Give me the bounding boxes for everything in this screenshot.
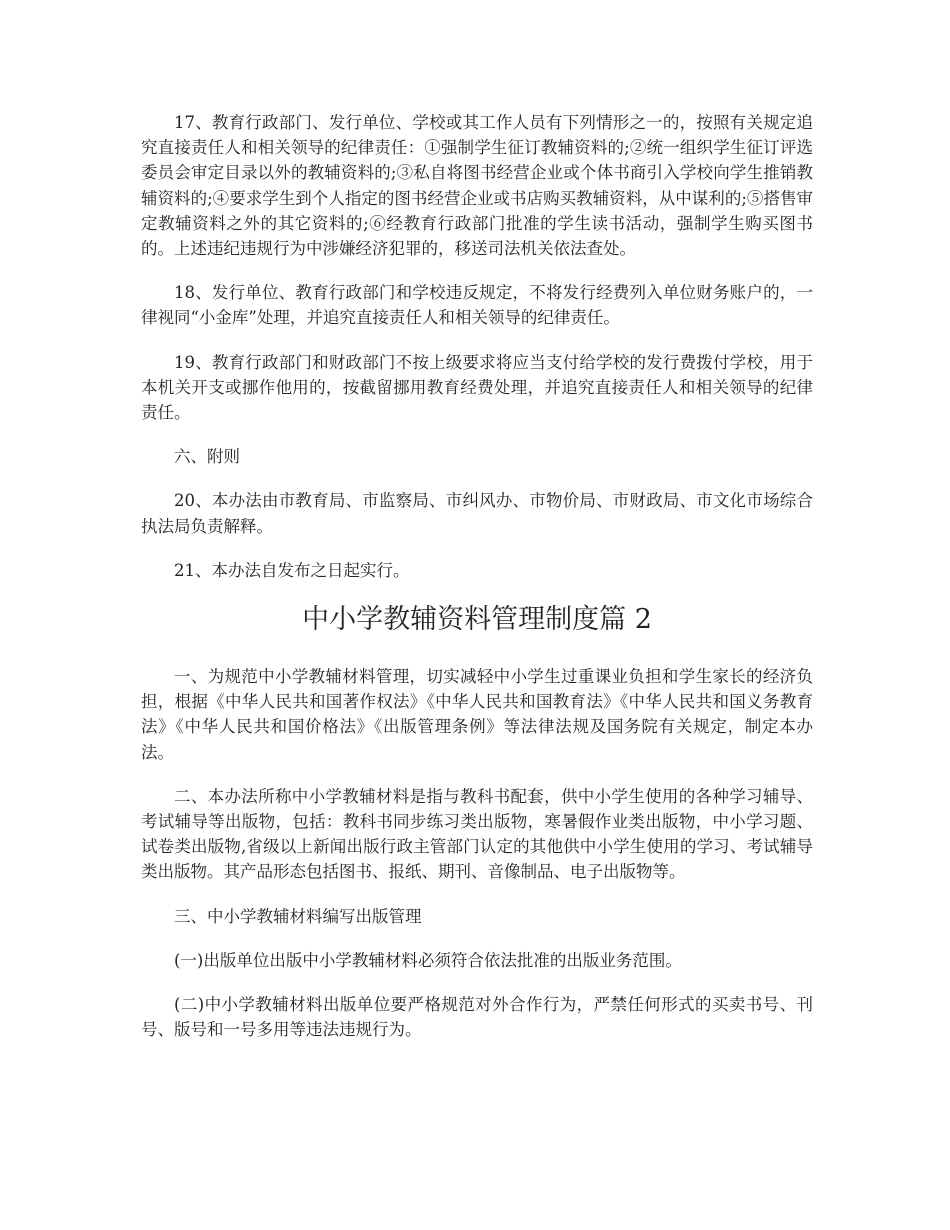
paragraph-article-19: 19、教育行政部门和财政部门不按上级要求将应当支付给学校的发行费拨付学校，用于本机关开支或挪作他用的，按截留挪用教育经费处理，并追究直接责任人和相关领导的纪律责任。 [141,352,813,423]
section-heading: 中小学教辅资料管理制度篇 2 [302,604,652,636]
paragraph-item-2: (二)中小学教辅材料出版单位要严格规范对外合作行为，严禁任何形式的买卖书号、刊号、版号和一号多用等违法违规行为。 [141,995,813,1040]
paragraph-section-2: 二、本办法所称中小学教辅材料是指与教科书配套，供中小学生使用的各种学习辅导、考试辅导等出版物，包括：教科书同步练习类出版物，寒暑假作业类出版物，中小学习题、试卷类出版物,省级以上新闻出版行政主管部门认定的其他供中小学生使用的学习、考试辅导类出版物。其产品形态包括图书、报纸、期刊、音像制品、电子出版物等。 [141,786,813,882]
paragraph-article-20: 20、本办法由市教育局、市监察局、市纠风办、市物价局、市财政局、市文化市场综合执法局负责解释。 [141,491,813,536]
document-body [141,110,813,1061]
paragraph-item-1: (一)出版单位出版中小学教辅材料必须符合依法批准的出版业务范围。 [174,950,682,970]
paragraph-article-21: 21、本办法自发布之日起实行。 [174,560,410,580]
paragraph-article-17: 17、教育行政部门、发行单位、学校或其工作人员有下列情形之一的，按照有关规定追究直接责任人和相关领导的纪律责任：①强制学生征订教辅资料的;②统一组织学生征订评选委员会审定目录以外的教辅资料的;③私自将图书经营企业或个体书商引入学校向学生推销教辅资料的;④要求学生到个人指定的图书经营企业或书店购买教辅资料，从中谋利的;⑤搭售审定教辅资料之外的其它资料的;⑥经教育行政部门批准的学生读书活动，强制学生购买图书的。上述违纪违规行为中涉嫌经济犯罪的，移送司法机关依法查处。 [141,113,813,259]
paragraph-article-18: 18、发行单位、教育行政部门和学校违反规定，不将发行经费列入单位财务账户的，一律视同“小金库”处理，并追究直接责任人和相关领导的纪律责任。 [141,283,813,328]
section-title-supplementary: 六、附则 [174,447,240,467]
paragraph-section-1: 一、为规范中小学教辅材料管理，切实减轻中小学生过重课业负担和学生家长的经济负担，根据《中华人民共和国著作权法》《中华人民共和国教育法》《中华人民共和国义务教育法》《中华人民共和国价格法》《出版管理条例》等法律法规及国务院有关规定，制定本办法。 [141,667,813,762]
section-title-publishing: 三、中小学教辅材料编写出版管理 [174,906,422,926]
